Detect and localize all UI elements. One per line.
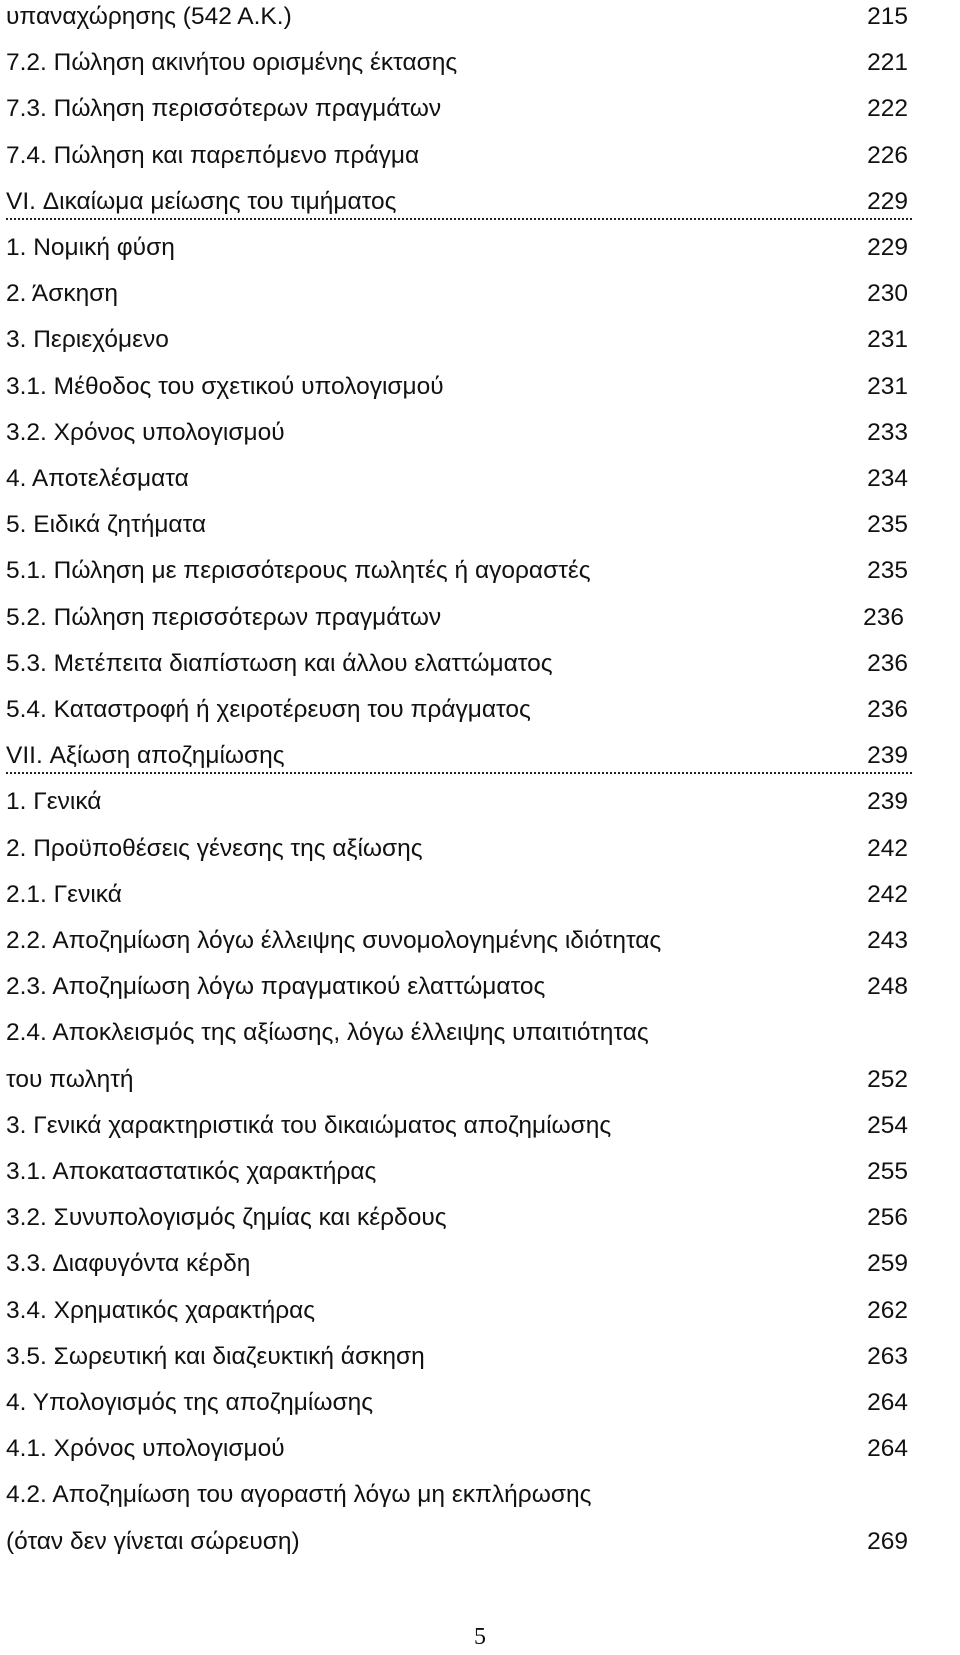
toc-entry-page: 239 (867, 742, 908, 770)
toc-entry-title: 7.3. Πώληση περισσότερων πραγμάτων (6, 95, 442, 123)
toc-entry-page: 255 (867, 1158, 908, 1185)
toc-entry-page: 239 (867, 788, 908, 816)
toc-entry-page: 248 (867, 973, 908, 1001)
toc-entry-page: 242 (867, 880, 908, 908)
toc-entry-page: 263 (867, 1342, 908, 1370)
toc-entry (0, 279, 960, 327)
toc-entry (0, 556, 960, 604)
toc-entry-title: 2. Άσκηση (6, 280, 118, 308)
toc-entry-page: 233 (867, 418, 908, 446)
toc-entry-page: 259 (867, 1250, 908, 1278)
toc-entry-title: 3.1. Μέθοδος του σχετικού υπολογισμού (6, 372, 444, 400)
toc-entry-title: 4.2. Αποζημίωση του αγοραστή λόγω μη εκπλήρωσης (6, 1481, 592, 1509)
toc-entry-title: 3. Γενικά χαρακτηριστικά του δικαιώματος αποζημίωσης (6, 1111, 612, 1139)
toc-entry-title: 3. Περιεχόμενο (6, 326, 169, 354)
toc-entry-title: 4. Υπολογισμός της αποζημίωσης (6, 1389, 374, 1416)
toc-entry-title: (όταν δεν γίνεται σώρευση) (6, 1527, 300, 1555)
toc-entry-title: 3.2. Συνυπολογισμός ζημίας και κέρδους (6, 1204, 447, 1232)
toc-entry-title: υπαναχώρησης (542 Α.Κ.) (6, 3, 292, 30)
toc-entry-page: 264 (867, 1389, 908, 1416)
toc-entry-title: 4. Αποτελέσματα (6, 465, 189, 492)
toc-entry-title: 7.2. Πώληση ακινήτου ορισμένης έκτασης (6, 49, 458, 77)
toc-entry (0, 233, 960, 281)
toc-entry-title: 7.4. Πώληση και παρεπόμενο πράγμα (6, 141, 420, 169)
toc-entry-page: 234 (867, 465, 908, 492)
toc-entry-page: 221 (867, 49, 908, 77)
toc-entry (0, 1249, 960, 1297)
toc-entry-page: 264 (867, 1435, 908, 1463)
toc-entry (0, 510, 960, 558)
toc-entry (0, 1388, 960, 1436)
toc-entry-title: 5.1. Πώληση με περισσότερους πωλητές ή αγοραστές (6, 557, 591, 585)
toc-entry-page: 231 (867, 326, 908, 354)
toc-entry (0, 418, 960, 466)
toc-entry (0, 741, 960, 789)
toc-entry-page: 256 (867, 1204, 908, 1232)
toc-entry-title: VI. Δικαίωμα μείωσης του τιμήματος (6, 187, 397, 215)
toc-entry-title: του πωλητή (6, 1065, 134, 1093)
toc-entry-page: 229 (867, 234, 908, 261)
toc-entry-title: 5.2. Πώληση περισσότερων πραγμάτων (6, 603, 442, 631)
toc-entry (0, 972, 960, 1020)
toc-entry (0, 695, 960, 743)
toc-entry-page: 235 (867, 511, 908, 539)
toc-entry (0, 649, 960, 697)
toc-entry-title: 2.4. Αποκλεισμός της αξίωσης, λόγω έλλειψης υπαιτιότητας (6, 1019, 649, 1047)
toc-entry (0, 1434, 960, 1482)
toc-entry-page: 242 (867, 834, 908, 862)
toc-entry (0, 1111, 960, 1159)
toc-entry (0, 1342, 960, 1390)
toc-entry (0, 787, 960, 835)
toc-entry (0, 325, 960, 373)
toc-entry-title: 5.4. Καταστροφή ή χειροτέρευση του πράγματος (6, 696, 531, 723)
toc-entry (0, 141, 960, 189)
toc-entry (0, 2, 960, 50)
toc-entry-page: 262 (867, 1296, 908, 1324)
toc-entry-page: 236 (863, 603, 904, 631)
toc-entry-title: 3.3. Διαφυγόντα κέρδη (6, 1250, 251, 1278)
toc-entry (0, 187, 960, 235)
toc-entry-page: 243 (867, 927, 908, 954)
toc-entry-title: 2. Προϋποθέσεις γένεσης της αξίωσης (6, 834, 423, 862)
toc-entry-title: 3.2. Χρόνος υπολογισμού (6, 418, 285, 446)
toc-entry (0, 926, 960, 974)
toc-entry-page: 229 (867, 187, 908, 215)
toc-entry (0, 48, 960, 96)
toc-entry-page: 226 (867, 141, 908, 169)
toc-entry-title: 3.1. Αποκαταστατικός χαρακτήρας (6, 1158, 377, 1185)
toc-entry (0, 464, 960, 512)
toc-entry-page: 215 (867, 3, 908, 30)
toc-entry-page: 254 (867, 1111, 908, 1139)
toc-entry (0, 1203, 960, 1251)
toc-entry-page: 235 (867, 557, 908, 585)
toc-entry (0, 372, 960, 420)
toc-entry (0, 1527, 960, 1575)
toc-entry (0, 1065, 960, 1113)
toc-entry-title: 5.3. Μετέπειτα διαπίστωση και άλλου ελαττώματος (6, 649, 553, 677)
toc-entry-page: 236 (867, 696, 908, 723)
toc-entry (0, 1296, 960, 1344)
toc-entry-title: 2.1. Γενικά (6, 880, 122, 908)
toc-entry (0, 1018, 960, 1066)
toc-entry-title: 4.1. Χρόνος υπολογισμού (6, 1435, 285, 1463)
toc-entry-title: 2.2. Αποζημίωση λόγω έλλειψης συνομολογημένης ιδιότητας (6, 927, 662, 954)
toc-entry (0, 880, 960, 928)
toc-entry-title: 1. Γενικά (6, 788, 102, 816)
page-number: 5 (474, 1624, 486, 1650)
toc-entry-title: 5. Ειδικά ζητήματα (6, 511, 207, 539)
toc-entry-page: 236 (867, 649, 908, 677)
toc-entry-title: VII. Αξίωση αποζημίωσης (6, 742, 285, 770)
toc-entry (0, 603, 960, 651)
toc-entry-title: 3.5. Σωρευτική και διαζευκτική άσκηση (6, 1342, 425, 1370)
toc-entry-page: 252 (867, 1065, 908, 1093)
toc-entry (0, 834, 960, 882)
toc-entry-title: 3.4. Χρηματικός χαρακτήρας (6, 1296, 316, 1324)
toc-entry (0, 1480, 960, 1528)
toc-entry-page: 230 (867, 280, 908, 308)
toc-entry-title: 2.3. Αποζημίωση λόγω πραγματικού ελαττώματος (6, 973, 546, 1001)
toc-entry-page: 269 (867, 1527, 908, 1555)
toc-entry-page: 231 (867, 372, 908, 400)
toc-entry (0, 1157, 960, 1205)
toc-entry-title: 1. Νομική φύση (6, 234, 175, 261)
toc-entry-page: 222 (867, 95, 908, 123)
toc-entry (0, 94, 960, 142)
